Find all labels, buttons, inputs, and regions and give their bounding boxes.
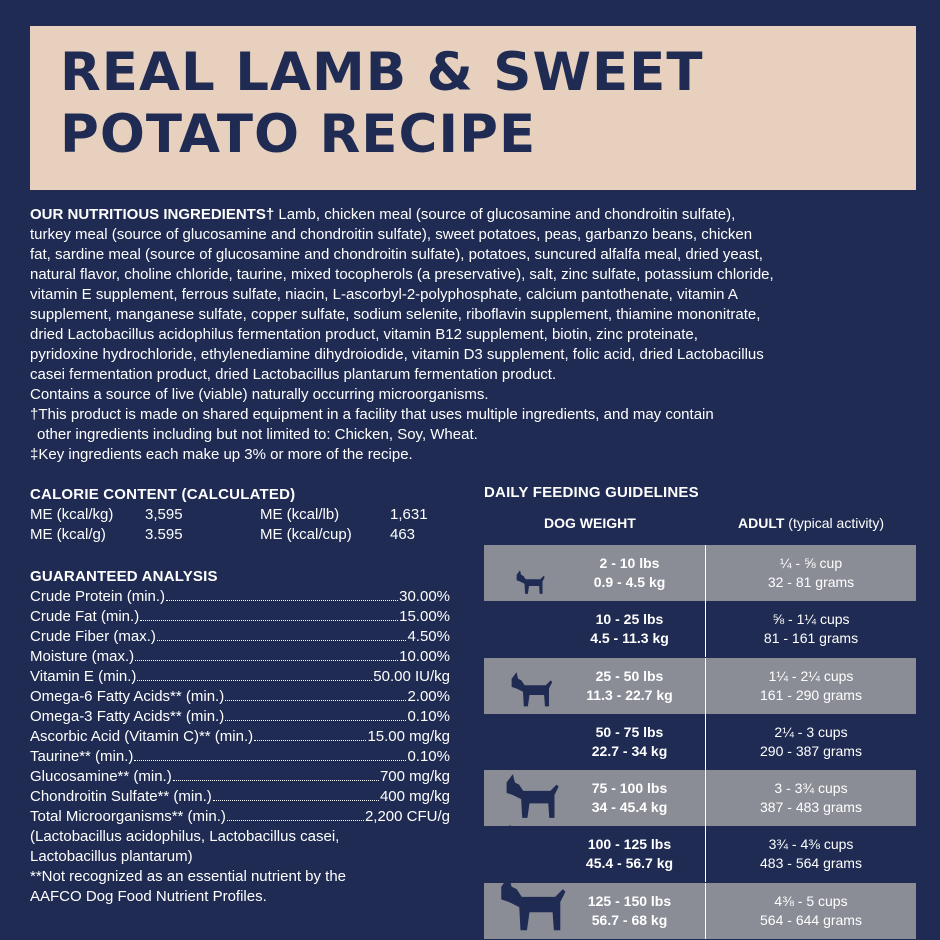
- ingredients-line: natural flavor, choline chloride, taurine, mixed tocopherols (a preservative), salt, zinc sulfate, potassium chloride,: [30, 266, 774, 283]
- tiny-dog-icon: [484, 545, 574, 601]
- dot-leader: [225, 720, 406, 721]
- calorie-value: 1,631: [390, 506, 428, 523]
- weight-range: [574, 723, 705, 761]
- key-ingredients-note: ‡Key ingredients each make up 3% or more of the recipe.: [30, 446, 413, 463]
- analysis-rows: [30, 587, 450, 827]
- amount-cups: 2¼ - 3 cups: [774, 723, 848, 740]
- weight-kg: 22.7 - 34 kg: [591, 742, 668, 759]
- feeding-table-body: [484, 545, 916, 939]
- analysis-label: Omega-3 Fatty Acids** (min.): [30, 708, 225, 725]
- analysis-row: [30, 607, 450, 627]
- analysis-value: 50.00 IU/kg: [373, 668, 450, 685]
- live-culture-note: Contains a source of live (viable) naturally occurring microorganisms.: [30, 386, 489, 403]
- amount-grams: 290 - 387 grams: [760, 742, 862, 759]
- dog-weight-cell: [484, 545, 706, 601]
- ingredients-line: fat, sardine meal (source of glucosamine and chondroitin sulfate), potatoes, suncured alfalfa meal, dried yeast,: [30, 246, 763, 263]
- analysis-row: [30, 707, 450, 727]
- analysis-value: 4.50%: [407, 628, 450, 645]
- weight-lbs: 75 - 100 lbs: [591, 780, 668, 797]
- amount-cups: 1¼ - 2¼ cups: [768, 667, 854, 684]
- weight-kg: 34 - 45.4 kg: [591, 799, 668, 816]
- weight-lbs: 50 - 75 lbs: [595, 723, 664, 740]
- weight-lbs: 25 - 50 lbs: [595, 667, 664, 684]
- feeding-heading: DAILY FEEDING GUIDELINES: [484, 484, 699, 501]
- analysis-label: Vitamin E (min.): [30, 668, 137, 685]
- analysis-row: [30, 587, 450, 607]
- weight-lbs: 125 - 150 lbs: [587, 892, 672, 909]
- dot-leader: [225, 700, 406, 701]
- weight-range: [574, 610, 705, 648]
- ingredients-line: turkey meal (source of glucosamine and chondroitin sulfate), sweet potatoes, peas, garbanzo beans, chicken: [30, 226, 753, 243]
- dot-leader: [166, 600, 398, 601]
- analysis-label: Crude Protein (min.): [30, 588, 166, 605]
- calorie-label: ME (kcal/g): [30, 526, 106, 543]
- dog-weight-cell: [484, 714, 706, 770]
- facility-note-cont: other ingredients including but not limited to: Chicken, Soy, Wheat.: [37, 426, 478, 443]
- ingredients-section: [30, 205, 912, 465]
- adult-amount-cell: [706, 545, 916, 601]
- dot-leader: [254, 740, 366, 741]
- analysis-row: [30, 627, 450, 647]
- calorie-value: 3,595: [145, 506, 183, 523]
- dot-leader: [227, 820, 364, 821]
- dot-leader: [173, 780, 379, 781]
- analysis-row: [30, 807, 450, 827]
- analysis-value: 2.00%: [407, 688, 450, 705]
- analysis-label: Ascorbic Acid (Vitamin C)** (min.): [30, 728, 254, 745]
- feeding-row: [484, 658, 916, 714]
- weight-range: [574, 554, 705, 592]
- analysis-row: [30, 667, 450, 687]
- amount-cups: ¼ - ⅝ cup: [779, 555, 843, 571]
- analysis-value: 10.00%: [399, 648, 450, 665]
- amount-grams: 564 - 644 grams: [760, 911, 862, 928]
- adult-header: ADULT (typical activity): [738, 515, 884, 531]
- amount-cups: 3¾ - 4⅜ cups: [768, 836, 854, 853]
- weight-lbs: 10 - 25 lbs: [595, 611, 664, 628]
- ingredients-line: supplement, manganese sulfate, copper sulfate, sodium selenite, riboflavin supplement, thiamine mononitrate,: [30, 306, 761, 323]
- analysis-row: [30, 767, 450, 787]
- ingredients-line: vitamin E supplement, ferrous sulfate, niacin, L-ascorbyl-2-polyphosphate, calcium pantothenate, vitamin A: [30, 286, 738, 303]
- analysis-value: 700 mg/kg: [379, 768, 450, 785]
- analysis-value: 400 mg/kg: [379, 788, 450, 805]
- dog-weight-cell: [484, 658, 706, 714]
- weight-kg: 0.9 - 4.5 kg: [593, 574, 666, 590]
- giant-dog-icon: [484, 883, 574, 939]
- guaranteed-analysis: [30, 567, 450, 907]
- feeding-row: [484, 545, 916, 601]
- aafco-note: **Not recognized as an essential nutrient by the: [30, 868, 347, 885]
- weight-kg: 56.7 - 68 kg: [591, 911, 668, 928]
- dot-leader: [213, 800, 379, 801]
- ingredients-line: casei fermentation product, dried Lactobacillus plantarum fermentation product.: [30, 366, 557, 383]
- weight-range: [574, 779, 705, 817]
- amount-grams: 161 - 290 grams: [760, 686, 862, 703]
- dot-leader: [135, 660, 398, 661]
- dog-weight-cell: [484, 883, 706, 939]
- feeding-table-header: [484, 513, 916, 545]
- analysis-value: 15.00%: [399, 608, 450, 625]
- analysis-row: [30, 787, 450, 807]
- analysis-value: 0.10%: [407, 748, 450, 765]
- analysis-label: Omega-6 Fatty Acids** (min.): [30, 688, 225, 705]
- title-banner: [30, 26, 916, 190]
- calorie-value: 463: [390, 526, 416, 543]
- medium-dog-icon: [484, 658, 574, 714]
- adult-amount-cell: [706, 770, 916, 826]
- calorie-content: [30, 485, 440, 545]
- microorganisms-note: (Lactobacillus acidophilus, Lactobacillus casei,: [30, 828, 340, 845]
- aafco-note-cont: AAFCO Dog Food Nutrient Profiles.: [30, 888, 267, 905]
- adult-amount-cell: [706, 826, 916, 882]
- ingredients-line: dried Lactobacillus acidophilus fermentation product, vitamin B12 supplement, biotin, zinc proteinate,: [30, 326, 698, 343]
- amount-cups: 3 - 3¾ cups: [774, 780, 848, 797]
- dot-leader: [134, 760, 406, 761]
- dot-leader: [157, 640, 407, 641]
- amount-grams: 387 - 483 grams: [760, 799, 862, 816]
- adult-amount-cell: [706, 883, 916, 939]
- calorie-value: 3.595: [145, 526, 183, 543]
- adult-amount-cell: [706, 601, 916, 657]
- analysis-label: Crude Fat (min.): [30, 608, 140, 625]
- feeding-row: [484, 601, 916, 657]
- calorie-label: ME (kcal/lb): [260, 506, 340, 523]
- calorie-table: [30, 505, 440, 545]
- weight-lbs: 2 - 10 lbs: [599, 555, 660, 571]
- feeding-guidelines: [484, 483, 916, 939]
- weight-range: [574, 892, 705, 930]
- feeding-row: [484, 770, 916, 826]
- analysis-label: Moisture (max.): [30, 648, 135, 665]
- dot-leader: [137, 680, 372, 681]
- calorie-label: ME (kcal/cup): [260, 526, 352, 543]
- microorganisms-note-cont: Lactobacillus plantarum): [30, 848, 193, 865]
- ingredients-line: pyridoxine hydrochloride, ethylenediamine dihydroiodide, vitamin D3 supplement, folic acid, dried Lactobacillus: [30, 346, 764, 363]
- weight-lbs: 100 - 125 lbs: [587, 836, 672, 853]
- analysis-label: Crude Fiber (max.): [30, 628, 156, 645]
- facility-note: †This product is made on shared equipment in a facility that uses multiple ingredients, and may contain: [30, 406, 714, 423]
- analysis-row: [30, 747, 450, 767]
- weight-kg: 11.3 - 22.7 kg: [586, 686, 673, 703]
- amount-grams: 32 - 81 grams: [767, 574, 855, 590]
- feeding-row: [484, 883, 916, 939]
- analysis-label: Taurine** (min.): [30, 748, 134, 765]
- adult-amount-cell: [706, 658, 916, 714]
- title-line-1: REAL LAMB & SWEET: [60, 42, 704, 103]
- feeding-row: [484, 714, 916, 770]
- calorie-heading: CALORIE CONTENT (CALCULATED): [30, 486, 296, 503]
- adult-amount-cell: [706, 714, 916, 770]
- great-dane-icon: [484, 770, 574, 826]
- ingredients-line: OUR NUTRITIOUS INGREDIENTS† Lamb, chicken meal (source of glucosamine and chondroitin sulfate),: [30, 206, 736, 223]
- calorie-label: ME (kcal/kg): [30, 506, 114, 523]
- amount-cups: 4⅜ - 5 cups: [774, 892, 848, 909]
- analysis-value: 30.00%: [399, 588, 450, 605]
- analysis-row: [30, 727, 450, 747]
- large-dog-icon: [484, 714, 574, 770]
- title-line-2: POTATO RECIPE: [60, 104, 537, 165]
- weight-kg: 4.5 - 11.3 kg: [590, 630, 669, 647]
- dot-leader: [140, 620, 398, 621]
- analysis-value: 2,200 CFU/g: [364, 808, 450, 825]
- dog-weight-cell: [484, 601, 706, 657]
- ingredients-heading: OUR NUTRITIOUS INGREDIENTS†: [30, 206, 275, 223]
- dog-weight-header: DOG WEIGHT: [544, 515, 636, 531]
- weight-range: [574, 667, 705, 705]
- analysis-heading: GUARANTEED ANALYSIS: [30, 568, 218, 585]
- analysis-value: 0.10%: [407, 708, 450, 725]
- analysis-label: Total Microorganisms** (min.): [30, 808, 226, 825]
- weight-range: [574, 835, 705, 873]
- analysis-row: [30, 687, 450, 707]
- dog-weight-cell: [484, 770, 706, 826]
- amount-cups: ⅝ - 1¼ cups: [772, 611, 850, 628]
- analysis-label: Chondroitin Sulfate** (min.): [30, 788, 212, 805]
- weight-kg: 45.4 - 56.7 kg: [585, 855, 674, 872]
- amount-grams: 81 - 161 grams: [763, 630, 859, 647]
- analysis-label: Glucosamine** (min.): [30, 768, 172, 785]
- analysis-row: [30, 647, 450, 667]
- small-dog-icon: [484, 601, 574, 657]
- analysis-value: 15.00 mg/kg: [367, 728, 450, 745]
- amount-grams: 483 - 564 grams: [760, 855, 862, 872]
